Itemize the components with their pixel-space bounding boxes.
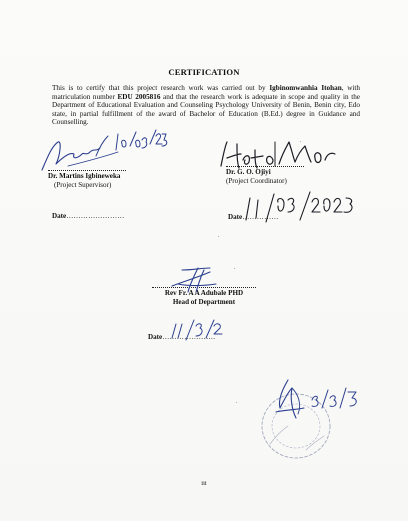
supervisor-signature-block: [48, 170, 126, 190]
coordinator-date-field: [228, 213, 279, 221]
supervisor-signature-line: [48, 170, 126, 171]
page-title: CERTIFICATION: [168, 67, 240, 77]
supervisor-role: (Project Supervisor): [54, 181, 112, 189]
hod-date-field: [148, 333, 215, 341]
paragraph-matric-prefix: , with matriculation number: [52, 84, 360, 101]
scan-speck: [300, 141, 301, 142]
hod-date-dots: ………………….: [162, 333, 216, 341]
student-name: Igbinomwanhia Itohan: [269, 84, 342, 92]
page-number: iii: [201, 480, 207, 487]
hod-role: Head of Department: [172, 297, 236, 306]
coordinator-date-label: Date: [228, 213, 243, 221]
coordinator-name: Dr. G. O. Ojiyi: [226, 168, 271, 176]
scan-speck: [234, 268, 235, 269]
hod-signature-block: [137, 287, 271, 307]
certification-paragraph: [52, 84, 360, 127]
coordinator-signature-line: [226, 166, 304, 167]
supervisor-date-dots: ……………………: [66, 212, 125, 220]
matric-number: EDU 2005816: [117, 92, 161, 101]
coordinator-role: (Project Coordinator): [226, 177, 287, 185]
supervisor-date-field: [52, 212, 125, 220]
coordinator-date-dots: ……………: [242, 213, 279, 221]
scan-speck: [236, 402, 237, 403]
hod-date-label: Date: [148, 333, 163, 341]
paragraph-remainder: and that the research work is adequate in scope and quality in the Department of Educational Evaluation and Counseling Psychology University of Benin, Benin city, Edo state, in partial fulfillment of the award of Bachelor of Education (B.Ed.) degree in Guidance and Counselling.: [52, 92, 360, 127]
supervisor-date-label: Date: [52, 212, 67, 220]
coordinator-signature-block: [226, 166, 304, 186]
hod-signature-line: [152, 287, 256, 288]
hod-name: Rev Fr. A A Adubale PHD: [164, 289, 244, 297]
scan-speck: [218, 236, 219, 237]
paragraph-intro: This is to certify that this project research work was carried out by: [52, 84, 270, 92]
supervisor-name: Dr. Martins Igbineweka: [48, 172, 121, 180]
